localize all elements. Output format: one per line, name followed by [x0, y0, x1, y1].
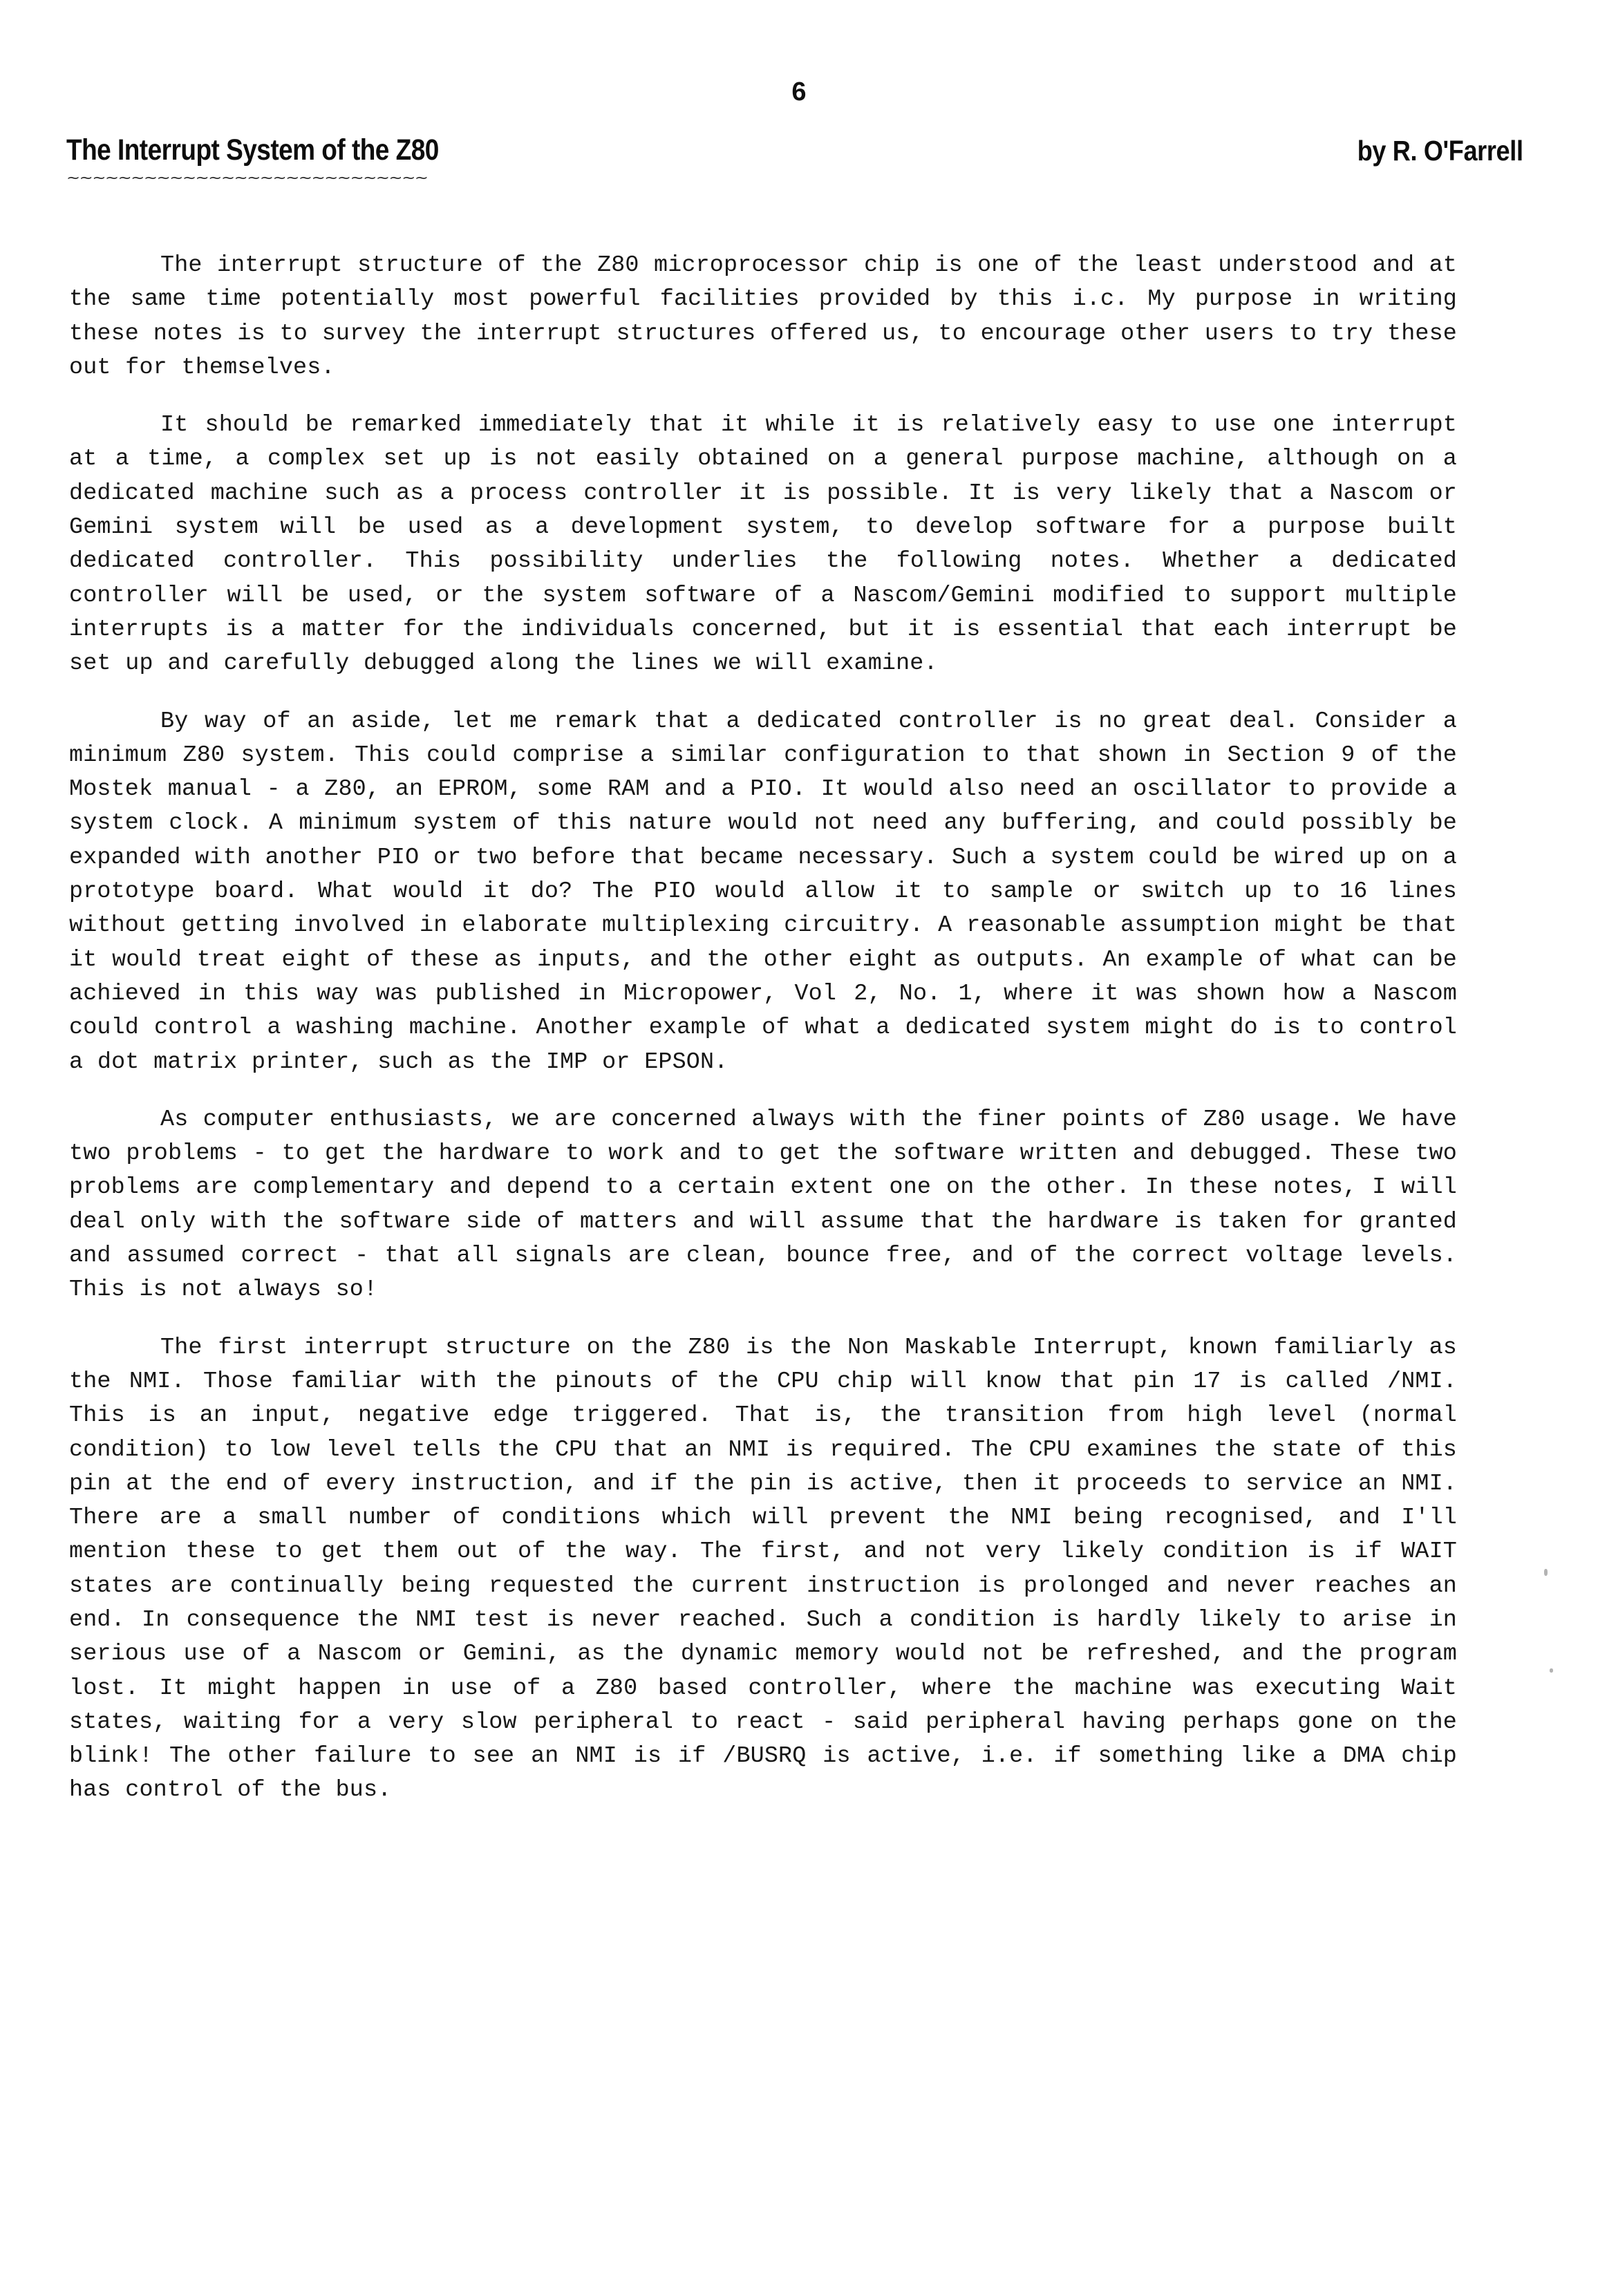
- body-paragraph: The first interrupt structure on the Z80 is the Non Maskable Interrupt, known familiarly as the NMI. Those familiar with the pinouts of the CPU chip will know that pin 17 is called /NMI. This is an input, negative edge triggered. That is, the transition from high level (normal condition) to low level tells the CPU that an NMI is required. The CPU examines the state of this pin at the end of every instruction, and if the pin is active, then it proceeds to service an NMI. There are a small number of conditions which will prevent the NMI being recognised, and I'll mention these to get them out of the way. The first, and not very likely condition is if WAIT states are continually being requested the current instruction is prolonged and never reaches an end. In consequence the NMI test is never reached. Such a condition is hardly likely to arise in serious use of a Nascom or Gemini, as the dynamic memory would not be refreshed, and the program lost. It might happen in use of a Z80 based controller, where the machine was executing Wait states, waiting for a very slow peripheral to react - said peripheral having perhaps gone on the blink! The other failure to see an NMI is if /BUSRQ is active, i.e. if something like a DMA chip has control of the bus.: [69, 1334, 1457, 1804]
- page-header: [66, 135, 1523, 189]
- article-body: [69, 249, 1457, 1808]
- scan-speck: [1544, 1569, 1548, 1576]
- title-underline-squiggle: ~~~~~~~~~~~~~~~~~~~~~~~~~~~~: [66, 171, 428, 185]
- scan-speck: [1550, 1668, 1553, 1673]
- body-paragraph: By way of an aside, let me remark that a dedicated controller is no great deal. Consider a minimum Z80 system. This could comprise a similar configuration to that shown in Section 9 of the Mostek manual - a Z80, an EPROM, some RAM and a PIO. It would also need an oscillator to provide a system clock. A minimum system of this nature would not need any buffering, and could possibly be expanded with another PIO or two before that became necessary. Such a system could be wired up on a prototype board. What would it do? The PIO would allow it to sample or switch up to 16 lines without getting involved in elaborate multiplexing circuitry. A reasonable assumption might be that it would treat eight of these as inputs, and the other eight as outputs. An example of what can be achieved in this way was published in Micropower, Vol 2, No. 1, where it was shown how a Nascom could control a washing machine. Another example of what a dedicated system might do is to control a dot matrix printer, such as the IMP or EPSON.: [69, 708, 1457, 1075]
- page-title: The Interrupt System of the Z80: [66, 133, 439, 167]
- body-paragraph: It should be remarked immediately that it while it is relatively easy to use one interrupt at a time, a complex set up is not easily obtained on a general purpose machine, although on a dedicated machine such as a process controller it is possible. It is very likely that a Nascom or Gemini system will be used as a development system, to develop software for a purpose built dedicated controller. This possibility underlies the following notes. Whether a dedicated controller will be used, or the system software of a Nascom/Gemini modified to support multiple interrupts is a matter for the individuals concerned, but it is essential that each interrupt be set up and carefully debugged along the lines we will examine.: [69, 412, 1457, 677]
- body-paragraph: The interrupt structure of the Z80 microprocessor chip is one of the least understood and at the same time potentially most powerful facilities provided by this i.c. My purpose in writing these notes is to survey the interrupt structures offered us, to encourage other users to try these out for themselves.: [69, 252, 1457, 381]
- header-left-group: [66, 135, 500, 189]
- byline-author: by R. O'Farrell: [1357, 135, 1523, 167]
- page-number: 6: [791, 77, 807, 106]
- body-paragraph: As computer enthusiasts, we are concerned always with the finer points of Z80 usage. We have two problems - to get the hardware to work and to get the software written and debugged. These two problems are complementary and depend to a certain extent one on the other. In these notes, I will deal only with the software side of matters and will assume that the hardware is taken for granted and assumed correct - that all signals are clean, bounce free, and of the correct voltage levels. This is not always so!: [69, 1106, 1457, 1304]
